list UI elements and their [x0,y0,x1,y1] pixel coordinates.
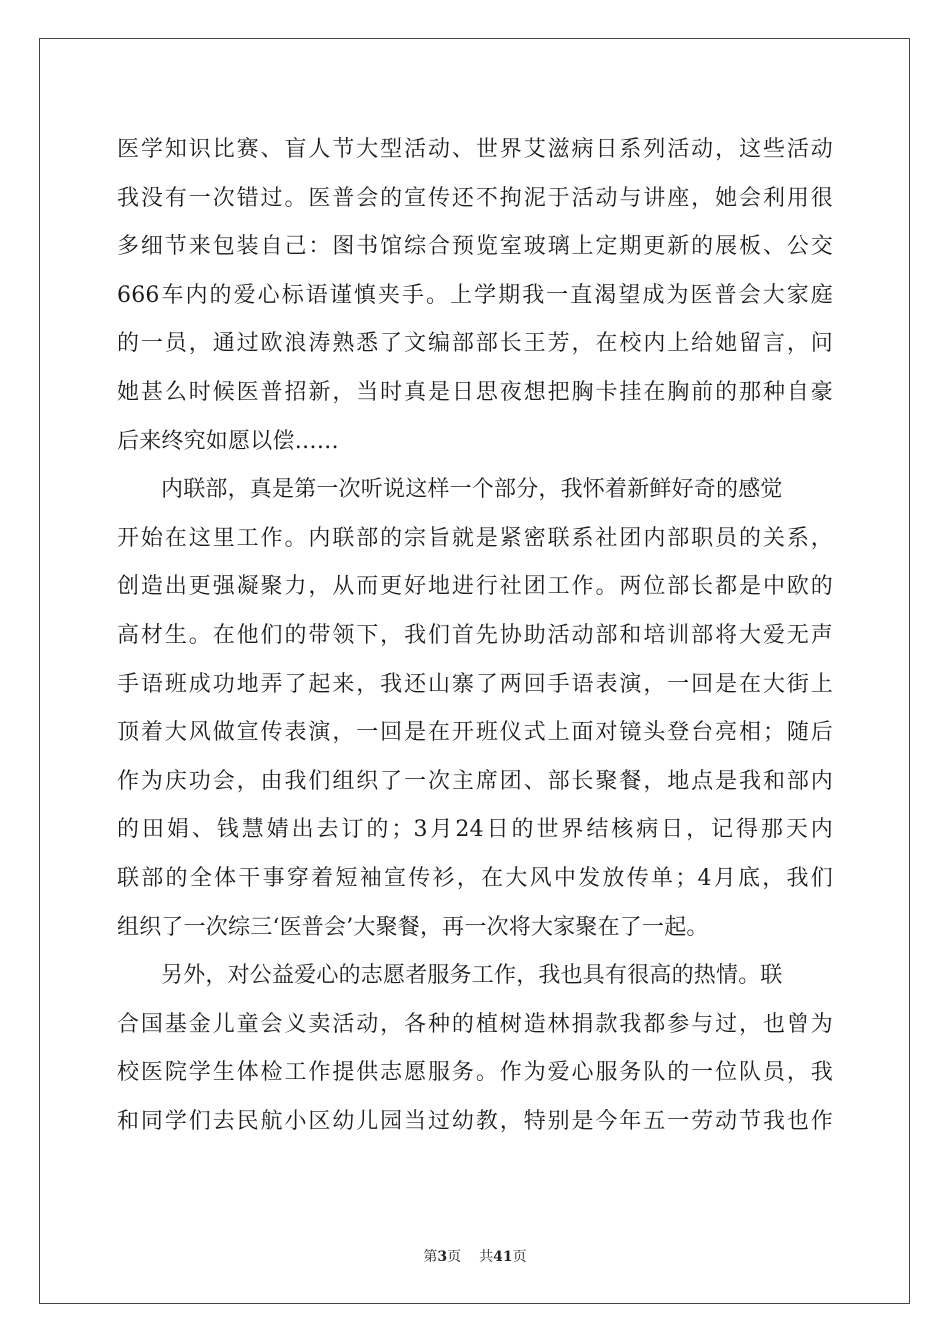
text-line: 开始在这里工作。内联部的宗旨就是紧密联系社团内部职员的关系， [117,525,833,551]
page-footer [0,1246,950,1266]
text-line: 创造出更强凝聚力，从而更好地进行社团工作。两位部长都是中欧的 [117,574,833,600]
text-line: 医学知识比赛、盲人节大型活动、世界艾滋病日系列活动，这些活动 [117,137,833,162]
text-line: 合国基金儿童会义卖活动，各种的植树造林捐款我都参与过，也曾为 [117,1011,833,1037]
text-line: 她甚么时候医普招新，当时真是日思夜想把胸卡挂在胸前的那种自豪 [117,379,833,405]
total-pages: 41 [493,1249,513,1265]
text-line: 组织了一次综三‘医普会’大聚餐，再一次将大家聚在了一起。 [117,914,709,940]
page-number: 3 [437,1249,448,1265]
text-line: 另外，对公益爱心的志愿者服务工作，我也具有很高的热情。联 [161,963,783,989]
text-line: 作为庆功会，由我们组织了一次主席团、部长聚餐，地点是我和部内 [117,768,833,794]
total-prefix: 共 [479,1249,494,1265]
text-line: 的一员，通过欧浪涛熟悉了文编部部长王芳，在校内上给她留言，问 [117,331,833,357]
document-body [117,126,833,1146]
text-line: 多细节来包装自己：图书馆综合预览室玻璃上定期更新的展板、公交 [117,234,833,260]
page-prefix: 第 [423,1249,438,1265]
text-line: 666车内的爱心标语谨慎夹手。上学期我一直渴望成为医普会大家庭 [117,282,833,308]
text-line: 和同学们去民航小区幼儿园当过幼教，特别是今年五一劳动节我也作 [117,1108,833,1134]
text-line: 联部的全体干事穿着短袖宣传衫，在大风中发放传单；4月底，我们 [117,865,833,891]
text-line: 高材生。在他们的带领下，我们首先协助活动部和培训部将大爱无声 [117,622,833,648]
text-line: 顶着大风做宣传表演，一回是在开班仪式上面对镜头登台亮相；随后 [117,720,833,746]
page-suffix: 页 [447,1249,462,1265]
text-line: 内联部，真是第一次听说这样一个部分，我怀着新鲜好奇的感觉 [161,477,783,503]
text-line: 手语班成功地弄了起来，我还山寨了两回手语表演，一回是在大街上 [117,671,833,697]
text-line: 校医院学生体检工作提供志愿服务。作为爱心服务队的一位队员，我 [117,1060,833,1086]
text-line: 后来终究如愿以偿…… [117,428,340,454]
total-suffix: 页 [512,1249,527,1265]
text-line: 的田娟、钱慧婧出去订的；3月24日的世界结核病日，记得那天内 [117,817,833,843]
text-line: 我没有一次错过。医普会的宣传还不拘泥于活动与讲座，她会利用很 [117,185,833,211]
